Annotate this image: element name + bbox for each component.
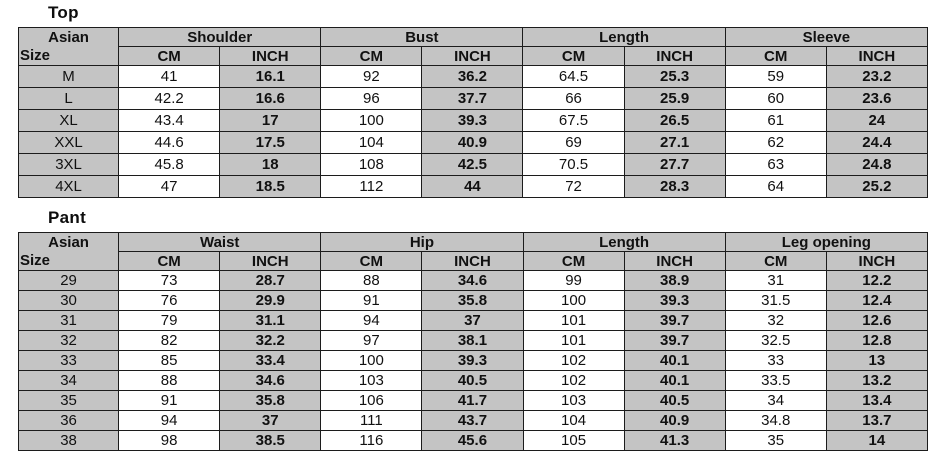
inch-value-cell: 25.2 [826, 176, 927, 198]
cm-value-cell: 101 [523, 311, 624, 331]
inch-value-cell: 43.7 [422, 411, 523, 431]
cm-value-cell: 88 [119, 371, 220, 391]
table-row-size-32 [19, 331, 928, 351]
group-header-leg-opening: Leg opening [725, 233, 927, 252]
inch-value-cell: 38.5 [220, 431, 321, 451]
cm-value-cell: 41 [119, 66, 220, 88]
header-group-row [19, 233, 928, 252]
cm-value-cell: 103 [523, 391, 624, 411]
unit-header-leg-opening-inch: INCH [826, 252, 927, 271]
cm-value-cell: 103 [321, 371, 422, 391]
cm-value-cell: 101 [523, 331, 624, 351]
unit-header-sleeve-cm: CM [725, 47, 826, 66]
size-cell: XXL [19, 132, 119, 154]
inch-value-cell: 28.3 [624, 176, 725, 198]
group-header-bust: Bust [321, 28, 523, 47]
corner-label-line1: Asian [48, 233, 89, 251]
cm-value-cell: 106 [321, 391, 422, 411]
cm-value-cell: 91 [321, 291, 422, 311]
size-cell: 38 [19, 431, 119, 451]
inch-value-cell: 44 [422, 176, 523, 198]
size-cell: 29 [19, 271, 119, 291]
cm-value-cell: 85 [119, 351, 220, 371]
corner-label-line2: Size [20, 46, 51, 64]
inch-value-cell: 35.8 [220, 391, 321, 411]
cm-value-cell: 62 [725, 132, 826, 154]
cm-value-cell: 88 [321, 271, 422, 291]
inch-value-cell: 13 [826, 351, 927, 371]
inch-value-cell: 23.6 [826, 88, 927, 110]
size-cell: 31 [19, 311, 119, 331]
inch-value-cell: 41.7 [422, 391, 523, 411]
table-row-size-3xl [19, 154, 928, 176]
group-header-length: Length [523, 28, 725, 47]
unit-header-length-cm: CM [523, 252, 624, 271]
header-group-row [19, 28, 928, 47]
unit-header-length-cm: CM [523, 47, 624, 66]
cm-value-cell: 100 [321, 351, 422, 371]
cm-value-cell: 94 [321, 311, 422, 331]
table-row-size-29 [19, 271, 928, 291]
cm-value-cell: 33 [725, 351, 826, 371]
inch-value-cell: 40.5 [422, 371, 523, 391]
unit-header-shoulder-inch: INCH [220, 47, 321, 66]
table-row-size-34 [19, 371, 928, 391]
inch-value-cell: 45.6 [422, 431, 523, 451]
inch-value-cell: 35.8 [422, 291, 523, 311]
cm-value-cell: 33.5 [725, 371, 826, 391]
cm-value-cell: 59 [725, 66, 826, 88]
unit-header-hip-inch: INCH [422, 252, 523, 271]
inch-value-cell: 39.7 [624, 311, 725, 331]
inch-value-cell: 34.6 [422, 271, 523, 291]
table-row-size-33 [19, 351, 928, 371]
header-unit-row [19, 47, 928, 66]
table-row-size-xxl [19, 132, 928, 154]
cm-value-cell: 47 [119, 176, 220, 198]
size-cell: 4XL [19, 176, 119, 198]
inch-value-cell: 37 [422, 311, 523, 331]
cm-value-cell: 60 [725, 88, 826, 110]
size-cell: 36 [19, 411, 119, 431]
cm-value-cell: 96 [321, 88, 422, 110]
cm-value-cell: 116 [321, 431, 422, 451]
group-header-shoulder: Shoulder [119, 28, 321, 47]
cm-value-cell: 105 [523, 431, 624, 451]
unit-header-shoulder-cm: CM [119, 47, 220, 66]
cm-value-cell: 64.5 [523, 66, 624, 88]
cm-value-cell: 108 [321, 154, 422, 176]
cm-value-cell: 32.5 [725, 331, 826, 351]
cm-value-cell: 73 [119, 271, 220, 291]
unit-header-hip-cm: CM [321, 252, 422, 271]
table-row-size-xl [19, 110, 928, 132]
cm-value-cell: 42.2 [119, 88, 220, 110]
unit-header-length-inch: INCH [624, 252, 725, 271]
inch-value-cell: 17.5 [220, 132, 321, 154]
cm-value-cell: 100 [321, 110, 422, 132]
inch-value-cell: 24.4 [826, 132, 927, 154]
corner-header-asian-size [19, 233, 119, 271]
inch-value-cell: 40.1 [624, 351, 725, 371]
inch-value-cell: 16.1 [220, 66, 321, 88]
inch-value-cell: 28.7 [220, 271, 321, 291]
corner-label-line1: Asian [48, 28, 89, 46]
cm-value-cell: 70.5 [523, 154, 624, 176]
size-cell: 3XL [19, 154, 119, 176]
inch-value-cell: 42.5 [422, 154, 523, 176]
inch-value-cell: 31.1 [220, 311, 321, 331]
inch-value-cell: 41.3 [624, 431, 725, 451]
inch-value-cell: 24 [826, 110, 927, 132]
size-cell: L [19, 88, 119, 110]
table-row-size-l [19, 88, 928, 110]
cm-value-cell: 66 [523, 88, 624, 110]
cm-value-cell: 92 [321, 66, 422, 88]
header-unit-row [19, 252, 928, 271]
cm-value-cell: 91 [119, 391, 220, 411]
inch-value-cell: 13.7 [826, 411, 927, 431]
inch-value-cell: 12.8 [826, 331, 927, 351]
inch-value-cell: 39.3 [624, 291, 725, 311]
inch-value-cell: 37.7 [422, 88, 523, 110]
size-cell: XL [19, 110, 119, 132]
inch-value-cell: 23.2 [826, 66, 927, 88]
inch-value-cell: 13.4 [826, 391, 927, 411]
inch-value-cell: 18 [220, 154, 321, 176]
table-row-size-31 [19, 311, 928, 331]
inch-value-cell: 27.1 [624, 132, 725, 154]
unit-header-leg-opening-cm: CM [725, 252, 826, 271]
inch-value-cell: 32.2 [220, 331, 321, 351]
inch-value-cell: 27.7 [624, 154, 725, 176]
inch-value-cell: 16.6 [220, 88, 321, 110]
unit-header-bust-cm: CM [321, 47, 422, 66]
cm-value-cell: 32 [725, 311, 826, 331]
cm-value-cell: 34 [725, 391, 826, 411]
inch-value-cell: 25.3 [624, 66, 725, 88]
cm-value-cell: 43.4 [119, 110, 220, 132]
inch-value-cell: 24.8 [826, 154, 927, 176]
pant-table-title: Pant [48, 208, 87, 227]
inch-value-cell: 13.2 [826, 371, 927, 391]
cm-value-cell: 100 [523, 291, 624, 311]
cm-value-cell: 104 [321, 132, 422, 154]
table-row-size-4xl [19, 176, 928, 198]
cm-value-cell: 112 [321, 176, 422, 198]
cm-value-cell: 44.6 [119, 132, 220, 154]
group-header-hip: Hip [321, 233, 523, 252]
inch-value-cell: 14 [826, 431, 927, 451]
unit-header-waist-inch: INCH [220, 252, 321, 271]
inch-value-cell: 40.1 [624, 371, 725, 391]
cm-value-cell: 76 [119, 291, 220, 311]
cm-value-cell: 99 [523, 271, 624, 291]
cm-value-cell: 98 [119, 431, 220, 451]
size-cell: 30 [19, 291, 119, 311]
inch-value-cell: 39.3 [422, 110, 523, 132]
cm-value-cell: 31.5 [725, 291, 826, 311]
inch-value-cell: 33.4 [220, 351, 321, 371]
size-cell: 34 [19, 371, 119, 391]
pant-size-table [18, 232, 928, 451]
group-header-length: Length [523, 233, 725, 252]
cm-value-cell: 67.5 [523, 110, 624, 132]
cm-value-cell: 72 [523, 176, 624, 198]
unit-header-bust-inch: INCH [422, 47, 523, 66]
inch-value-cell: 29.9 [220, 291, 321, 311]
inch-value-cell: 25.9 [624, 88, 725, 110]
inch-value-cell: 39.7 [624, 331, 725, 351]
table-row-size-36 [19, 411, 928, 431]
size-cell: 35 [19, 391, 119, 411]
inch-value-cell: 36.2 [422, 66, 523, 88]
cm-value-cell: 64 [725, 176, 826, 198]
group-header-waist: Waist [119, 233, 321, 252]
cm-value-cell: 79 [119, 311, 220, 331]
inch-value-cell: 18.5 [220, 176, 321, 198]
cm-value-cell: 34.8 [725, 411, 826, 431]
inch-value-cell: 37 [220, 411, 321, 431]
size-cell: M [19, 66, 119, 88]
cm-value-cell: 61 [725, 110, 826, 132]
cm-value-cell: 102 [523, 351, 624, 371]
inch-value-cell: 12.4 [826, 291, 927, 311]
inch-value-cell: 40.9 [624, 411, 725, 431]
table-row-size-38 [19, 431, 928, 451]
table-row-size-30 [19, 291, 928, 311]
inch-value-cell: 34.6 [220, 371, 321, 391]
size-cell: 33 [19, 351, 119, 371]
inch-value-cell: 38.1 [422, 331, 523, 351]
corner-label-line2: Size [20, 251, 51, 269]
inch-value-cell: 17 [220, 110, 321, 132]
cm-value-cell: 82 [119, 331, 220, 351]
cm-value-cell: 111 [321, 411, 422, 431]
unit-header-waist-cm: CM [119, 252, 220, 271]
cm-value-cell: 97 [321, 331, 422, 351]
cm-value-cell: 35 [725, 431, 826, 451]
top-size-table [18, 27, 928, 198]
inch-value-cell: 40.9 [422, 132, 523, 154]
cm-value-cell: 104 [523, 411, 624, 431]
size-cell: 32 [19, 331, 119, 351]
inch-value-cell: 39.3 [422, 351, 523, 371]
cm-value-cell: 94 [119, 411, 220, 431]
table-row-size-35 [19, 391, 928, 411]
table-row-size-m [19, 66, 928, 88]
inch-value-cell: 26.5 [624, 110, 725, 132]
cm-value-cell: 45.8 [119, 154, 220, 176]
cm-value-cell: 102 [523, 371, 624, 391]
inch-value-cell: 38.9 [624, 271, 725, 291]
inch-value-cell: 12.2 [826, 271, 927, 291]
unit-header-length-inch: INCH [624, 47, 725, 66]
inch-value-cell: 12.6 [826, 311, 927, 331]
cm-value-cell: 31 [725, 271, 826, 291]
group-header-sleeve: Sleeve [725, 28, 927, 47]
cm-value-cell: 63 [725, 154, 826, 176]
cm-value-cell: 69 [523, 132, 624, 154]
unit-header-sleeve-inch: INCH [826, 47, 927, 66]
corner-header-asian-size [19, 28, 119, 66]
inch-value-cell: 40.5 [624, 391, 725, 411]
top-table-title: Top [48, 3, 79, 22]
